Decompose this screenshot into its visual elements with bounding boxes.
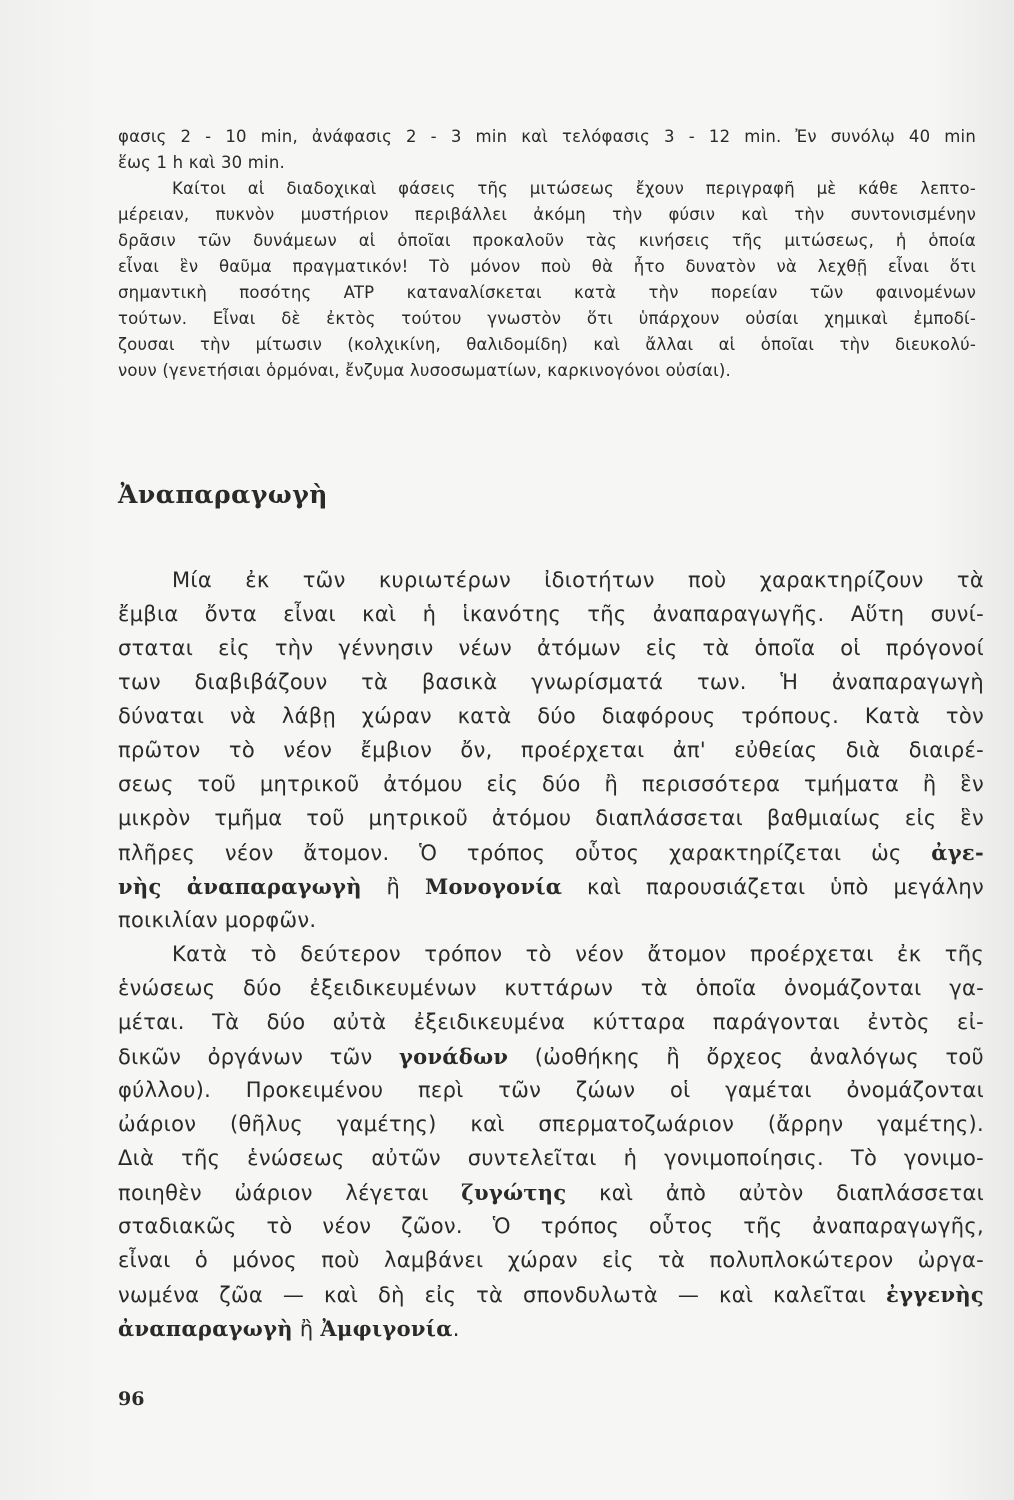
text-segment: ἢ	[361, 875, 425, 899]
text-segment: δρᾶσιν τῶν δυνάμεων αἱ ὁποῖαι προκαλοῦν τὰς κινήσεις τῆς μιτώσεως, ἡ ὁποία	[118, 231, 976, 250]
text-segment: πρῶτον τὸ νέον ἔμβιον ὄν, προέρχεται ἀπ' εὐθείας διὰ διαιρέ-	[118, 738, 984, 762]
text-line	[118, 1180, 984, 1205]
bold-term: Μονογονία	[424, 874, 563, 899]
text-segment: ποικιλίαν μορφῶν.	[118, 908, 317, 932]
text-line	[118, 840, 984, 865]
text-line	[118, 1248, 984, 1272]
text-segment: δικῶν ὀργάνων τῶν	[118, 1045, 399, 1069]
text-line	[172, 942, 984, 966]
text-segment: ἑνώσεως δύο ἐξειδικευμένων κυττάρων τὰ ὁποῖα ὀνομάζονται γα-	[118, 976, 984, 1000]
text-line	[118, 283, 976, 302]
text-segment: ἕως 1 h καὶ 30 min.	[118, 153, 285, 172]
text-line	[172, 179, 976, 198]
text-line	[118, 636, 984, 660]
text-line	[118, 231, 976, 250]
text-segment: μικρὸν τμῆμα τοῦ μητρικοῦ ἀτόμου διαπλάσσεται βαθμιαίως εἰς ἓν	[118, 806, 984, 830]
text-segment: νωμένα ζῶα — καὶ δὴ εἰς τὰ σπονδυλωτὰ — καὶ καλεῖται	[118, 1283, 887, 1307]
text-line	[118, 1044, 984, 1069]
section-heading: Ἀναπαραγωγὴ	[118, 480, 328, 509]
text-segment: τούτων. Εἶναι δὲ ἐκτὸς τούτου γνωστὸν ὅτι ὑπάρχουν οὐσίαι χημικαὶ ἐμποδί-	[118, 309, 976, 328]
text-segment: φασις 2 - 10 min, ἀνάφασις 2 - 3 min καὶ τελόφασις 3 - 12 min. Ἐν συνόλῳ 40 min	[118, 127, 976, 146]
text-segment: Διὰ τῆς ἑνώσεως αὐτῶν συντελεῖται ἡ γονιμοποίησις. Τὸ γονιμο-	[118, 1146, 984, 1170]
text-line	[118, 1316, 984, 1341]
text-segment: πλῆρες νέον ἄτομον. Ὁ τρόπος οὗτος χαρακτηρίζεται ὡς	[118, 841, 932, 865]
text-segment: ὠάριον (θῆλυς γαμέτης) καὶ σπερματοζωάριον (ἄρρην γαμέτης).	[118, 1112, 984, 1136]
text-segment: εἶναι ὁ μόνος ποὺ λαμβάνει χώραν εἰς τὰ πολυπλοκώτερον ὠργα-	[118, 1248, 984, 1272]
text-segment: ἔμβια ὄντα εἶναι καὶ ἡ ἱκανότης τῆς ἀναπαραγωγῆς. Αὕτη συνί-	[118, 602, 984, 626]
text-line	[118, 1146, 984, 1170]
text-segment: καὶ παρουσιάζεται ὑπὸ μεγάλην	[562, 875, 985, 899]
text-segment: εἶναι ἓν θαῦμα πραγματικόν! Τὸ μόνον ποὺ θὰ ἦτο δυνατὸν νὰ λεχθῇ εἶναι ὅτι	[118, 257, 976, 276]
text-line	[118, 257, 976, 276]
bold-term: ζυγώτης	[461, 1180, 567, 1205]
text-segment: ἢ	[292, 1317, 321, 1341]
text-line	[118, 976, 984, 1000]
text-segment: μέρειαν, πυκνὸν μυστήριον περιβάλλει ἀκόμη τὴν φύσιν καὶ τὴν συντονισμένην	[118, 205, 976, 224]
text-line	[118, 361, 976, 380]
text-segment: σταται εἰς τὴν γέννησιν νέων ἀτόμων εἰς τὰ ὁποῖα οἱ πρόγονοί	[118, 636, 984, 660]
text-line	[118, 1010, 984, 1034]
text-line	[118, 806, 984, 830]
text-line	[118, 1112, 984, 1136]
text-line	[118, 335, 976, 354]
bold-term: νὴς ἀναπαραγωγὴ	[118, 874, 362, 899]
text-segment: των διαβιβάζουν τὰ βασικὰ γνωρίσματά των. Ἡ ἀναπαραγωγὴ	[118, 670, 984, 694]
text-line	[118, 127, 976, 146]
text-line	[118, 704, 984, 728]
text-segment: μέται. Τὰ δύο αὐτὰ ἐξειδικευμένα κύτταρα παράγονται ἐντὸς εἰ-	[118, 1010, 984, 1034]
text-line	[118, 1078, 984, 1102]
bold-term: γονάδων	[399, 1044, 509, 1069]
text-line	[118, 1282, 984, 1307]
text-line	[118, 772, 984, 796]
bold-term: ἐγγενὴς	[886, 1282, 984, 1307]
text-line	[118, 309, 976, 328]
text-segment: σεως τοῦ μητρικοῦ ἀτόμου εἰς δύο ἢ περισσότερα τμήματα ἢ ἓν	[118, 772, 984, 796]
text-segment: φύλλου). Προκειμένου περὶ τῶν ζώων οἱ γαμέται ὀνομάζονται	[118, 1078, 984, 1102]
text-line	[118, 738, 984, 762]
page-number: 96	[118, 1388, 145, 1410]
text-segment: δύναται νὰ λάβῃ χώραν κατὰ δύο διαφόρους τρόπους. Κατὰ τὸν	[118, 704, 984, 728]
text-line	[172, 568, 984, 592]
text-segment: νουν (γενετήσιαι ὁρμόναι, ἔνζυμα λυσοσωματίων, καρκινογόνοι οὐσίαι).	[118, 361, 731, 380]
text-segment: (ὠοθήκης ἢ ὄρχεος ἀναλόγως τοῦ	[508, 1045, 984, 1069]
text-line	[118, 874, 984, 899]
text-segment: Κατὰ τὸ δεύτερον τρόπον τὸ νέον ἄτομον προέρχεται ἐκ τῆς	[172, 942, 984, 966]
text-segment: καὶ ἀπὸ αὐτὸν διαπλάσσεται	[566, 1181, 984, 1205]
text-segment: ζουσαι τὴν μίτωσιν (κολχικίνη, θαλιδομίδη) καὶ ἄλλαι αἱ ὁποῖαι τὴν διευκολύ-	[118, 335, 976, 354]
bold-term: Ἀμφιγονία	[320, 1316, 453, 1341]
text-line	[118, 602, 984, 626]
text-line	[118, 670, 984, 694]
text-segment: ποιηθὲν ὠάριον λέγεται	[118, 1181, 462, 1205]
text-segment: .	[452, 1317, 460, 1341]
text-segment: σταδιακῶς τὸ νέον ζῶον. Ὁ τρόπος οὗτος τῆς ἀναπαραγωγῆς,	[118, 1214, 984, 1238]
text-line	[118, 908, 984, 932]
bold-term: ἀναπαραγωγὴ	[118, 1316, 293, 1341]
text-line	[118, 205, 976, 224]
text-segment: Καίτοι αἱ διαδοχικαὶ φάσεις τῆς μιτώσεως ἔχουν περιγραφῆ μὲ κάθε λεπτο-	[172, 179, 976, 198]
bold-term: ἀγε-	[931, 840, 984, 865]
text-line	[118, 153, 976, 172]
text-segment: σημαντικὴ ποσότης ATP καταναλίσκεται κατὰ τὴν πορείαν τῶν φαινομένων	[118, 283, 976, 302]
text-line	[118, 1214, 984, 1238]
text-segment: Μία ἐκ τῶν κυριωτέρων ἰδιοτήτων ποὺ χαρακτηρίζουν τὰ	[172, 568, 984, 592]
